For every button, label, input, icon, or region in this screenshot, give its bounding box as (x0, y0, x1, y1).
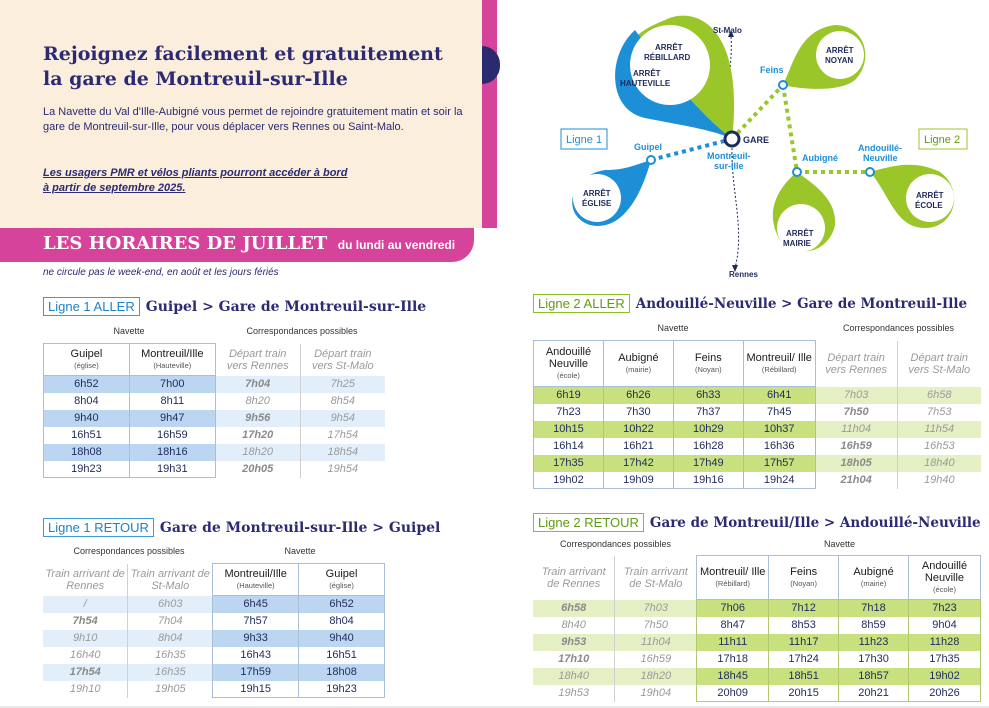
cell: 19h09 (603, 472, 673, 489)
cell: 11h23 (839, 634, 909, 651)
header-montreuil: Montreuil/ Ille (Rébillard) (697, 556, 769, 600)
l1-retour-badge: Ligne 1 RETOUR (43, 518, 154, 537)
header-train-rennes: Départ train vers Rennes (825, 351, 888, 376)
andouille-station-icon (866, 168, 874, 176)
cell: 18h20 (215, 444, 300, 461)
header-train-rennes: Départ train vers Rennes (226, 347, 289, 372)
cell: 20h05 (242, 463, 274, 475)
l1-aller-table (43, 343, 385, 478)
table-row (534, 455, 982, 472)
header-feins: Feins (Noyan) (673, 341, 743, 387)
table-row (44, 427, 386, 444)
cell: 19h31 (129, 461, 215, 478)
cell: 17h35 (534, 455, 604, 472)
cell: 16h14 (534, 438, 604, 455)
arret-mairie-2: MAIRIE (783, 239, 811, 248)
cell: 7h37 (673, 404, 743, 421)
headline (43, 42, 473, 92)
cell: 8h54 (300, 393, 385, 410)
l2-aller-badge: Ligne 2 ALLER (533, 294, 630, 313)
l2-aller-heading (533, 294, 967, 313)
arret-rebillard-2: RÉBILLARD (644, 53, 691, 62)
cell: 20h26 (909, 685, 981, 702)
cell: 17h49 (673, 455, 743, 472)
headline-line-1: Rejoignez facilement et gratuitement (43, 43, 443, 65)
cell: 7h00 (129, 376, 215, 393)
cell: 9h54 (300, 410, 385, 427)
table-row (533, 651, 981, 668)
cell: 6h52 (44, 376, 130, 393)
feins-label: Feins (760, 65, 784, 75)
arret-eglise-2: ÉGLISE (582, 199, 612, 208)
cell: 8h20 (245, 395, 270, 407)
cell: 18h57 (839, 668, 909, 685)
aubigne-station-icon (793, 168, 801, 176)
cell: 18h08 (44, 444, 130, 461)
montreuil-label-2: sur-Ille (714, 161, 744, 171)
l2-aller-route: Andouillé-Neuville > Gare de Montreuil-Ille (635, 295, 968, 312)
arret-noyan-1: ARRÊT (826, 46, 854, 55)
header-feins: Feins (Noyan) (769, 556, 839, 600)
cell: 19h53 (558, 687, 589, 699)
header-arrival-rennes: Train arrivant de Rennes (45, 567, 125, 592)
table-row (534, 421, 982, 438)
montreuil-label: Montreuil- (707, 151, 751, 161)
cell: 9h47 (129, 410, 215, 427)
cell: 7h04 (215, 376, 300, 393)
cell: 11h04 (615, 634, 697, 651)
l1-aller-nav-label: Navette (113, 326, 145, 336)
cell: 16h51 (299, 647, 385, 664)
cell: 18h51 (769, 668, 839, 685)
lead-paragraph: La Navette du Val d'Ille-Aubigné vous permet de rejoindre gratuitement matin et soir la gare de Montreuil-sur-Ille, pour vous déplacer vers Rennes ou Saint-Malo. (43, 106, 463, 133)
cell: 16h59 (615, 651, 697, 668)
l2-aller-corr-label: Correspondances possibles (842, 323, 955, 333)
cell: 16h53 (897, 438, 981, 455)
cell: 16h40 (69, 649, 101, 661)
guipel-station-icon (647, 156, 655, 164)
cell: 9h40 (44, 410, 130, 427)
cell: 7h12 (769, 600, 839, 617)
cell: 6h19 (534, 387, 604, 404)
l2-aller-table (533, 340, 981, 489)
l2-retour-heading (533, 513, 981, 532)
cell: 19h24 (743, 472, 815, 489)
cell: 9h53 (533, 634, 615, 651)
cell: 17h24 (769, 651, 839, 668)
table-row (43, 630, 385, 647)
l1-retour-heading (43, 518, 440, 537)
cell: 17h57 (743, 455, 815, 472)
headline-line-2: la gare de Montreuil-sur-Ille (43, 68, 348, 90)
cell: 7h50 (843, 406, 869, 418)
cell: 7h53 (897, 404, 981, 421)
table-header-row (534, 341, 982, 387)
table-row (534, 438, 982, 455)
cell: 7h06 (697, 600, 769, 617)
cell: 17h59 (213, 664, 299, 681)
cell: 20h21 (839, 685, 909, 702)
banner-title: LES HORAIRES DE JUILLET (43, 233, 328, 254)
cell: 19h15 (213, 681, 299, 698)
cell: 8h59 (839, 617, 909, 634)
table-row (43, 664, 385, 681)
header-andouille: Andouillé Neuville (école) (534, 341, 604, 387)
cell: 19h40 (897, 472, 981, 489)
feins-station-icon (779, 81, 787, 89)
l2-retour-route: Gare de Montreuil/Ille > Andouillé-Neuville (649, 514, 981, 531)
cell: 16h59 (129, 427, 215, 444)
header-train-stmalo: Départ train vers St-Malo (897, 341, 981, 387)
note-line-2: à partir de septembre 2025. (43, 182, 186, 194)
header-arrival-rennes: Train arrivant de Rennes (541, 565, 606, 590)
l1-aller-corr-label: Correspondances possibles (246, 326, 358, 336)
ligne2-legend: Ligne 2 (924, 134, 961, 146)
l1-retour-nav-label: Navette (284, 546, 316, 556)
header-montreuil: Montreuil/Ille (Hauteville) (129, 344, 215, 376)
cell: 8h04 (44, 393, 130, 410)
guipel-label: Guipel (634, 142, 663, 152)
arret-noyan-2: NOYAN (825, 56, 854, 65)
header-train-stmalo: Départ train vers St-Malo (300, 344, 385, 376)
cell: 17h35 (909, 651, 981, 668)
gare-station-icon (725, 132, 739, 146)
table-header-row (43, 564, 385, 596)
cell: 6h33 (673, 387, 743, 404)
cell: 8h11 (129, 393, 215, 410)
aubigne-label: Aubigné (802, 153, 838, 163)
header-arrival-stmalo: Train arrivant de St-Malo (615, 556, 697, 600)
table-row (44, 444, 386, 461)
cell: 6h58 (897, 387, 981, 404)
cell: 17h54 (43, 664, 128, 681)
cell: 6h03 (128, 596, 213, 613)
cell: 19h54 (300, 461, 385, 478)
header-aubigne: Aubigné (mairie) (603, 341, 673, 387)
cell: 19h10 (69, 683, 101, 695)
cell: 7h25 (300, 376, 385, 393)
header-guipel: Guipel (église) (299, 564, 385, 596)
l2-aller-nav-label: Navette (657, 323, 689, 333)
cell: 6h26 (603, 387, 673, 404)
cell: 11h54 (897, 421, 981, 438)
header-montreuil: Montreuil/Ille (Hauteville) (213, 564, 299, 596)
cell: 7h23 (534, 404, 604, 421)
rennes-label: Rennes (729, 270, 758, 279)
arret-ecole-1: ARRÊT (916, 191, 944, 200)
cell: 10h15 (534, 421, 604, 438)
l1-retour-route: Gare de Montreuil-sur-Ille > Guipel (159, 519, 441, 536)
l2-retour-badge: Ligne 2 RETOUR (533, 513, 644, 532)
cell: 8h04 (299, 613, 385, 630)
cell: 18h20 (615, 668, 697, 685)
l1-aller-badge: Ligne 1 ALLER (43, 297, 140, 316)
table-row (533, 617, 981, 634)
cell: 7h57 (213, 613, 299, 630)
table-header-row (533, 556, 981, 600)
cell: 18h16 (129, 444, 215, 461)
header-andouille: Andouillé Neuville (école) (909, 556, 981, 600)
cell: 11h04 (815, 421, 897, 438)
header-montreuil: Montreuil/ Ille (Rébillard) (743, 341, 815, 387)
note-line-1: Les usagers PMR et vélos pliants pourront accéder à bord (43, 167, 348, 179)
header-guipel: Guipel (église) (44, 344, 130, 376)
table-row (44, 393, 386, 410)
cell: / (43, 596, 128, 613)
cell: 18h45 (697, 668, 769, 685)
cell: 6h45 (213, 596, 299, 613)
cell: 7h45 (743, 404, 815, 421)
ligne1-legend: Ligne 1 (566, 134, 603, 146)
l1-retour-table (43, 563, 385, 698)
cell: 10h37 (743, 421, 815, 438)
cell: 7h54 (72, 615, 98, 627)
cell: 8h53 (769, 617, 839, 634)
table-row (533, 685, 981, 702)
accessibility-note (43, 166, 403, 196)
cell: 21h04 (840, 474, 872, 486)
cell: 19h23 (299, 681, 385, 698)
cell: 20h15 (769, 685, 839, 702)
table-row (534, 404, 982, 421)
arret-hauteville-1: ARRÊT (633, 69, 661, 78)
pin-center-white (630, 25, 710, 105)
st-malo-label: St-Malo (713, 26, 742, 35)
cell: 7h23 (909, 600, 981, 617)
cell: 8h04 (128, 630, 213, 647)
cell: 18h40 (897, 455, 981, 472)
cell: 9h40 (299, 630, 385, 647)
cell: 6h58 (533, 600, 615, 617)
cell: 9h56 (215, 410, 300, 427)
arret-ecole-2: ÉCOLE (915, 201, 943, 210)
cell: 8h40 (561, 619, 586, 631)
l2-retour-nav-label: Navette (823, 539, 856, 549)
cell: 16h35 (128, 664, 213, 681)
purple-tab-decoration (482, 46, 500, 84)
cell: 16h51 (44, 427, 130, 444)
header-arrival-stmalo: Train arrivant de St-Malo (128, 564, 213, 596)
andouille-label: Andouillé- (858, 143, 902, 153)
table-row (534, 387, 982, 404)
cell: 16h36 (743, 438, 815, 455)
l1-aller-heading (43, 297, 426, 316)
table-row (43, 647, 385, 664)
cell: 11h17 (769, 634, 839, 651)
cell: 17h20 (242, 429, 274, 441)
andouille-label-2: Neuville (863, 153, 898, 163)
l1-aller-route: Guipel > Gare de Montreuil-sur-Ille (145, 298, 427, 315)
pin-noyan-center (816, 31, 864, 79)
l2-retour-corr-label: Correspondances possibles (559, 539, 672, 549)
cell: 11h11 (697, 634, 769, 651)
cell: 9h10 (43, 630, 128, 647)
banner-note: ne circule pas le week-end, en août et les jours fériés (43, 267, 279, 278)
gare-label: GARE (743, 135, 770, 145)
cell: 17h54 (300, 427, 385, 444)
l2-retour-table (533, 555, 981, 702)
header-aubigne: Aubigné (mairie) (839, 556, 909, 600)
cell: 17h30 (839, 651, 909, 668)
cell: 7h04 (128, 613, 213, 630)
cell: 9h33 (213, 630, 299, 647)
cell: 10h29 (673, 421, 743, 438)
cell: 7h18 (839, 600, 909, 617)
banner-subtitle: du lundi au vendredi (337, 238, 456, 252)
cell: 6h52 (299, 596, 385, 613)
cell: 11h28 (909, 634, 981, 651)
cell: 19h05 (128, 681, 213, 698)
cell: 19h23 (44, 461, 130, 478)
arret-mairie-1: ARRÊT (786, 229, 814, 238)
ligne2-aubigne-segment (783, 85, 797, 172)
cell: 18h05 (815, 455, 897, 472)
network-map (545, 0, 975, 285)
cell: 16h59 (840, 440, 872, 452)
table-row (43, 596, 385, 613)
cell: 16h28 (673, 438, 743, 455)
cell: 10h22 (603, 421, 673, 438)
cell: 7h03 (815, 387, 897, 404)
table-row (43, 681, 385, 698)
pink-edge-decoration (482, 0, 497, 228)
cell: 16h43 (213, 647, 299, 664)
cell: 7h30 (603, 404, 673, 421)
cell: 9h04 (909, 617, 981, 634)
cell: 6h41 (743, 387, 815, 404)
cell: 16h35 (128, 647, 213, 664)
cell: 18h08 (299, 664, 385, 681)
cell: 19h02 (534, 472, 604, 489)
table-header-row (44, 344, 386, 376)
pin-eglise-center (573, 174, 621, 222)
cell: 7h50 (615, 617, 697, 634)
table-row (533, 600, 981, 617)
cell: 8h47 (697, 617, 769, 634)
table-row (533, 634, 981, 651)
cell: 18h40 (533, 668, 615, 685)
arret-hauteville-2: HAUTEVILLE (620, 79, 671, 88)
table-row (44, 461, 386, 478)
cell: 18h54 (300, 444, 385, 461)
table-row (44, 410, 386, 427)
cell: 17h18 (697, 651, 769, 668)
table-row (533, 668, 981, 685)
cell: 19h16 (673, 472, 743, 489)
ligne2-feins-segment (732, 85, 783, 139)
arret-rebillard-1: ARRÊT (655, 43, 683, 52)
cell: 16h21 (603, 438, 673, 455)
table-row (44, 376, 386, 393)
cell: 7h03 (615, 600, 697, 617)
cell: 17h42 (603, 455, 673, 472)
schedule-banner (0, 228, 474, 262)
l1-retour-corr-label: Correspondances possibles (73, 546, 185, 556)
cell: 20h09 (697, 685, 769, 702)
cell: 19h02 (909, 668, 981, 685)
arret-eglise-1: ARRÊT (583, 189, 611, 198)
table-row (534, 472, 982, 489)
table-row (43, 613, 385, 630)
cell: 17h10 (558, 653, 590, 665)
cell: 19h04 (615, 685, 697, 702)
